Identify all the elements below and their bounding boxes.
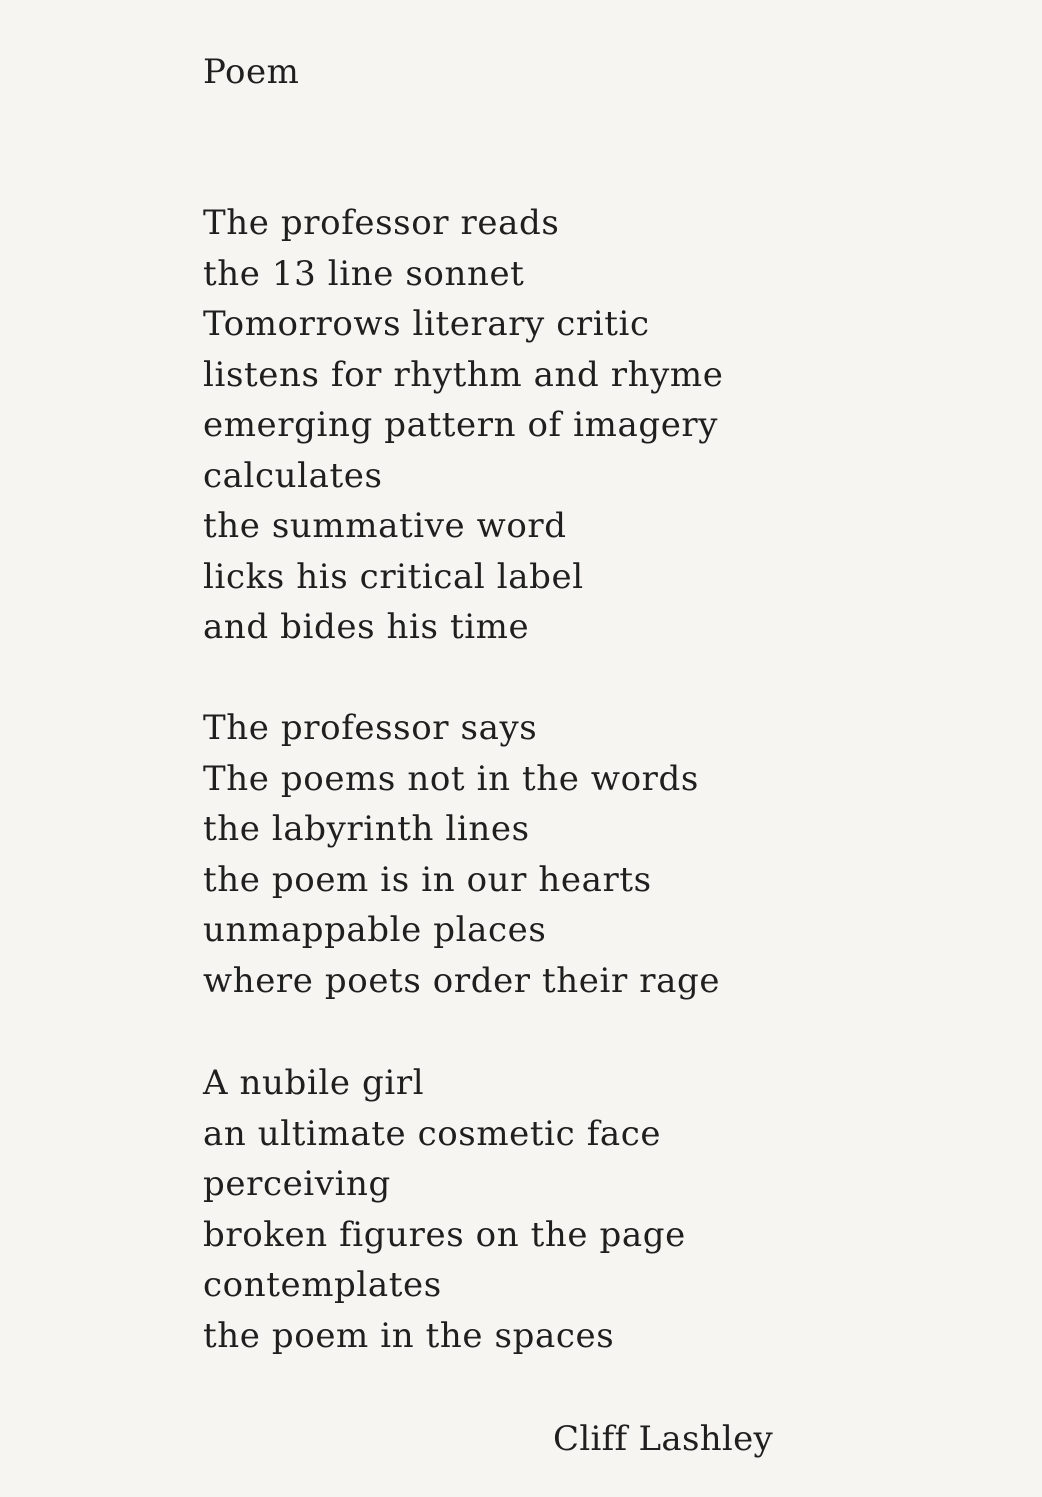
poem-line: contemplates [203,1265,442,1305]
poem-line: The poems not in the words [203,758,699,799]
poem-line: The professor reads [203,203,560,243]
poem-line: Tomorrows literary critic [203,304,650,344]
poem-title: Poem [203,52,300,92]
stanza-3 [203,1058,686,1361]
poem-line: listens for rhythm and rhyme [203,354,724,395]
poem-line: calculates [203,455,383,496]
stanza-2 [203,703,720,1006]
stanza-1 [203,198,723,653]
poem-line: and bides his time [203,607,530,647]
poem-line: an ultimate cosmetic face [203,1113,662,1154]
poem-line: the summative word [203,506,567,546]
poem-line: The professor says [203,708,538,748]
poem-line: perceiving [203,1164,391,1204]
poem-line: where poets order their rage [203,960,721,1001]
poem-line: A nubile girl [203,1063,425,1103]
poem-line: the poem in the spaces [203,1315,615,1356]
poem-line: licks his critical label [203,556,584,597]
author-name: Cliff Lashley [553,1419,774,1459]
poem-line: emerging pattern of imagery [203,405,719,445]
poem-line: the labyrinth lines [203,809,530,849]
poem-line: the 13 line sonnet [203,253,525,294]
poem-line: the poem is in our hearts [203,859,652,900]
poem-line: broken figures on the page [203,1214,686,1255]
poem-line: unmappable places [203,910,547,950]
